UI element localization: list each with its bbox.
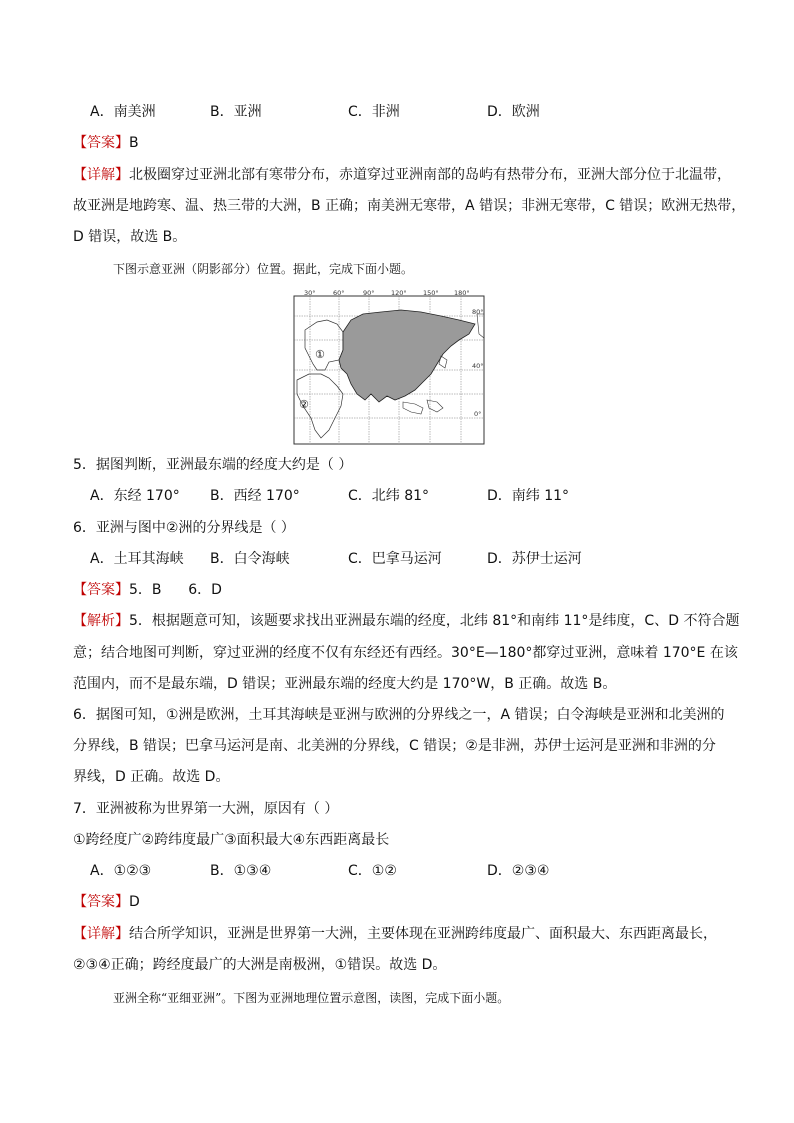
lat-label: 40° — [472, 362, 484, 370]
q56-analysis-line-6: 界线，D 正确。故选 D。 — [73, 769, 230, 785]
q7-answer — [73, 892, 140, 912]
q6-option-b: B．白令海峡 — [210, 551, 290, 567]
q5-stem: 5．据图判断，亚洲最东端的经度大约是（ ） — [73, 457, 353, 473]
detail-tag: 【详解】 — [73, 926, 129, 942]
q56-analysis-line-1 — [73, 611, 739, 631]
detail-tag: 【详解】 — [73, 167, 129, 183]
q7-option-d: D．②③④ — [487, 863, 550, 879]
caption-map-1: 下图示意亚洲（阴影部分）位置。据此，完成下面小题。 — [113, 262, 414, 276]
answer-value: 5．B 6．D — [129, 582, 222, 598]
q7-option-b: B．①③④ — [210, 863, 272, 879]
q7-option-c: C．①② — [348, 863, 397, 879]
lat-label: 0° — [474, 410, 482, 418]
answer-value: B — [129, 135, 139, 151]
analysis-tag: 【解析】 — [73, 613, 129, 629]
q56-analysis-line-2: 意；结合地图可判断，穿过亚洲的经度不仅有东经还有西经。30°E—180°都穿过亚洲，意味着 170°E 在该 — [73, 645, 738, 661]
q4-option-a: A．南美洲 — [90, 104, 156, 120]
q4-answer — [73, 133, 139, 153]
q4-detail-line-2: 故亚洲是地跨寒、温、热三带的大洲，B 正确；南美洲无寒带，A 错误；非洲无寒带，C 错误；欧洲无热带， — [73, 198, 746, 214]
q4-detail-line-3: D 错误，故选 B。 — [73, 229, 187, 245]
q6-stem: 6．亚洲与图中②洲的分界线是（ ） — [73, 520, 295, 536]
asia-location-map — [291, 290, 487, 446]
q5-option-b: B．西经 170° — [210, 488, 300, 504]
detail-text: 结合所学知识，亚洲是世界第一大洲，主要体现在亚洲跨纬度最广、面积最大、东西距离最长， — [129, 926, 717, 942]
lon-label: 150° — [423, 290, 439, 297]
answer-tag: 【答案】 — [73, 135, 129, 151]
lon-label: 60° — [333, 290, 345, 297]
q56-analysis-line-5: 分界线，B 错误；巴拿马运河是南、北美洲的分界线，C 错误；②是非洲，苏伊士运河是亚洲和非洲的分 — [73, 738, 716, 754]
answer-value: D — [129, 894, 140, 910]
q7-option-a: A．①②③ — [90, 863, 152, 879]
lon-label: 30° — [304, 290, 316, 297]
caption-map-2: 亚洲全称“亚细亚洲”。下图为亚洲地理位置示意图，读图，完成下面小题。 — [113, 991, 510, 1005]
answer-tag: 【答案】 — [73, 894, 129, 910]
q6-option-c: C．巴拿马运河 — [348, 551, 442, 567]
q56-analysis-line-3: 范围内，而不是最东端，D 错误；亚洲最东端的经度大约是 170°W，B 正确。故选 B。 — [73, 676, 617, 692]
lat-label: 80° — [472, 308, 484, 316]
q7-stem: 7．亚洲被称为世界第一大洲，原因有（ ） — [73, 801, 339, 817]
q4-option-b: B．亚洲 — [210, 104, 262, 120]
q6-option-d: D．苏伊士运河 — [487, 551, 582, 567]
q6-option-a: A．土耳其海峡 — [90, 551, 184, 567]
q7-detail-line-2: ②③④正确；跨经度最广的大洲是南极洲，①错误。故选 D。 — [73, 957, 447, 973]
answer-tag: 【答案】 — [73, 582, 129, 598]
q7-choices: ①跨经度广②跨纬度最广③面积最大④东西距离最长 — [73, 832, 390, 848]
q56-answer — [73, 580, 222, 600]
lon-label: 120° — [391, 290, 407, 297]
q4-option-c: C．非洲 — [348, 104, 400, 120]
marker-1: ① — [315, 348, 325, 361]
analysis-text: 5．根据题意可知，该题要求找出亚洲最东端的经度，北纬 81°和南纬 11°是纬度，C、D 不符合题 — [129, 613, 740, 629]
lon-label: 180° — [454, 290, 470, 297]
q7-detail-line-1 — [73, 924, 717, 944]
q5-option-a: A．东经 170° — [90, 488, 180, 504]
q4-option-d: D．欧洲 — [487, 104, 540, 120]
detail-text: 北极圈穿过亚洲北部有寒带分布，赤道穿过亚洲南部的岛屿有热带分布，亚洲大部分位于北温带， — [129, 167, 731, 183]
q5-option-d: D．南纬 11° — [487, 488, 570, 504]
marker-2: ② — [299, 398, 309, 411]
lon-label: 90° — [363, 290, 375, 297]
q5-option-c: C．北纬 81° — [348, 488, 430, 504]
q4-detail-line-1 — [73, 165, 731, 185]
q56-analysis-line-4: 6．据图可知，①洲是欧洲，土耳其海峡是亚洲与欧洲的分界线之一，A 错误；白令海峡是亚洲和北美洲的 — [73, 707, 725, 723]
